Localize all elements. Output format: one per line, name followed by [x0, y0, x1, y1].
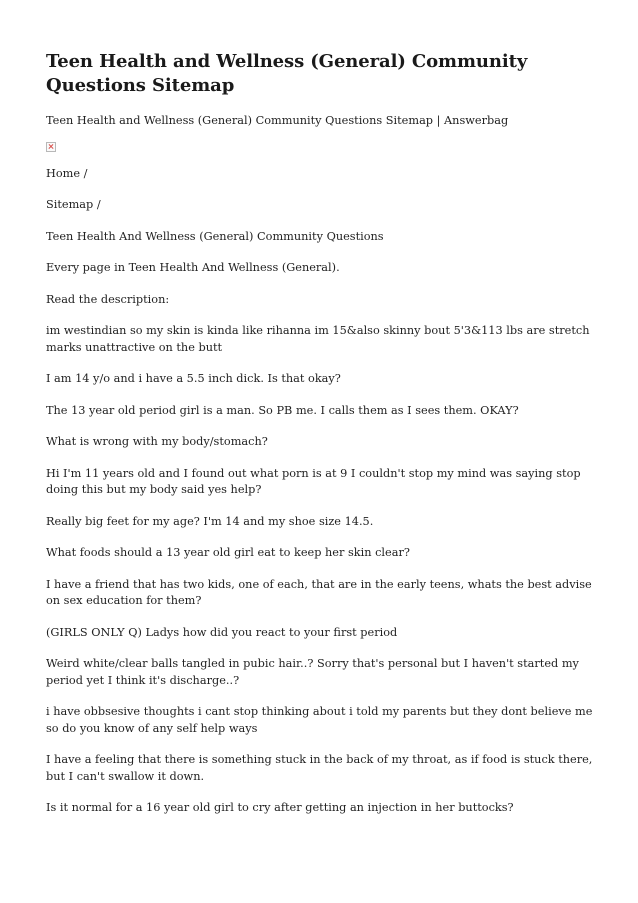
question-link[interactable]: (GIRLS ONLY Q) Ladys how did you react to your first period	[46, 625, 398, 639]
question-link[interactable]: I am 14 y/o and i have a 5.5 inch dick. Is that okay?	[46, 372, 341, 385]
page-title: Teen Health and Wellness (General) Community Questions Sitemap	[46, 51, 528, 96]
question-link[interactable]: Really big feet for my age? I'm 14 and my shoe size 14.5.	[46, 514, 374, 528]
question-link[interactable]: Hi I'm 11 years old and I found out what porn is at 9 I couldn't stop my mind was saying stop doing this but my body said yes help?	[46, 466, 581, 496]
breadcrumb-sitemap[interactable]: Sitemap /	[46, 198, 101, 211]
question-link[interactable]: Is it normal for a 16 year old girl to cry after getting an injection in her buttocks?	[46, 801, 514, 814]
read-description-text: Read the description:	[46, 292, 170, 306]
document-page	[46, 50, 594, 817]
breadcrumb-home[interactable]: Home /	[46, 166, 88, 180]
question-link[interactable]: im westindian so my skin is kinda like rihanna im 15&also skinny bout 5'3&113 lbs are stretch marks unattractive on the butt	[46, 324, 590, 354]
broken-image-icon	[46, 142, 56, 152]
question-link[interactable]: I have a friend that has two kids, one of each, that are in the early teens, whats the best advise on sex education for them?	[46, 577, 592, 607]
question-list	[46, 323, 594, 817]
page-subtitle: Teen Health and Wellness (General) Community Questions Sitemap | Answerbag	[46, 114, 509, 127]
question-link[interactable]: I have a feeling that there is something stuck in the back of my throat, as if food is stuck there, but I can't swallow it down.	[46, 753, 593, 783]
question-link[interactable]: Weird white/clear balls tangled in pubic hair..? Sorry that's personal but I haven't started my period yet I think it's discharge..?	[46, 657, 579, 687]
question-link[interactable]: The 13 year old period girl is a man. So PB me. I calls them as I sees them. OKAY?	[46, 403, 519, 417]
question-link[interactable]: i have obbsesive thoughts i cant stop thinking about i told my parents but they dont believe me so do you know of any self help ways	[46, 705, 593, 735]
section-heading: Teen Health And Wellness (General) Community Questions	[46, 229, 384, 243]
question-link[interactable]: What is wrong with my body/stomach?	[46, 435, 268, 448]
intro-text: Every page in Teen Health And Wellness (General).	[46, 261, 340, 274]
question-link[interactable]: What foods should a 13 year old girl eat to keep her skin clear?	[46, 546, 410, 559]
